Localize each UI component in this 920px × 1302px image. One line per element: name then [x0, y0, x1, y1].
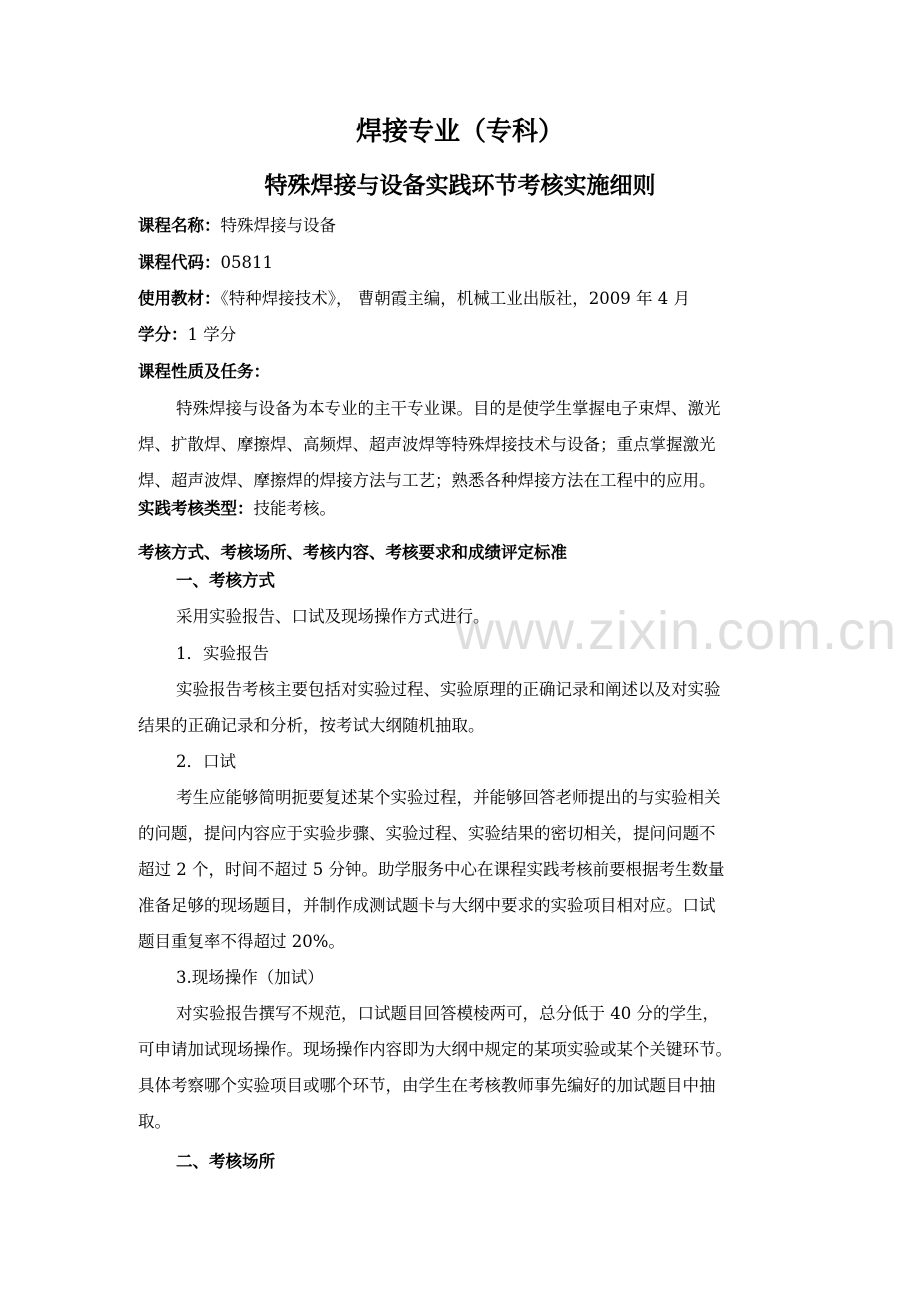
- course-name-row: [138, 212, 336, 240]
- credits-label: 学分：: [138, 325, 188, 344]
- textbook-row: [138, 285, 690, 313]
- exam-type-row: [138, 495, 336, 523]
- exam-type-label: 实践考核类型：: [138, 499, 254, 518]
- item2-line: 的问题，提问内容应于实验步骤、实验过程、实验结果的密切相关，提问问题不: [138, 824, 716, 843]
- item3-line: 取。: [138, 1112, 171, 1131]
- exam-type-value: 技能考核。: [253, 499, 336, 518]
- nature-line: 特殊焊接与设备为本专业的主干专业课。目的是使学生掌握电子束焊、激光: [176, 399, 721, 418]
- item2-line: 超过 2 个，时间不超过 5 分钟。助学服务中心在课程实践考核前要根据考生数量: [138, 860, 725, 879]
- section1-intro: 采用实验报告、口试及现场操作方式进行。: [176, 607, 490, 626]
- item3-line: 可申请加试现场操作。现场操作内容即为大纲中规定的某项实验或某个关键环节。: [138, 1040, 732, 1059]
- textbook-value: 《特种焊接技术》， 曹朝霞主编，机械工业出版社，2009 年 4 月: [220, 289, 690, 308]
- nature-heading: 课程性质及任务：: [138, 362, 270, 381]
- course-code-value: 05811: [220, 253, 273, 272]
- item1-line: 实验报告考核主要包括对实验过程、实验原理的正确记录和阐述以及对实验: [176, 680, 721, 699]
- item2-line: 考生应能够简明扼要复述某个实验过程，并能够回答老师提出的与实验相关: [176, 788, 721, 807]
- item1-line: 结果的正确记录和分析，按考试大纲随机抽取。: [138, 716, 485, 735]
- item3-line: 对实验报告撰写不规范，口试题目回答模棱两可，总分低于 40 分的学生，: [176, 1004, 719, 1023]
- nature-line: 焊、超声波焊、摩擦焊的焊接方法与工艺；熟悉各种焊接方法在工程中的应用。: [138, 471, 716, 490]
- item1-title: 1．实验报告: [176, 644, 269, 663]
- nature-line: 焊、扩散焊、摩擦焊、高频焊、超声波焊等特殊焊接技术与设备；重点掌握激光: [138, 435, 716, 454]
- item3-line: 具体考察哪个实验项目或哪个环节，由学生在考核教师事先编好的加试题目中抽: [138, 1076, 716, 1095]
- standards-heading: 考核方式、考核场所、考核内容、考核要求和成绩评定标准: [138, 543, 567, 562]
- credits-row: [138, 321, 236, 349]
- section2-heading: 二、考核场所: [176, 1152, 275, 1171]
- course-code-label: 课程代码：: [138, 253, 221, 272]
- watermark: www.zixin.com.cn: [455, 601, 898, 661]
- document-title: 焊接专业（专科）: [355, 117, 564, 147]
- item2-line: 题目重复率不得超过 20%。: [138, 932, 345, 951]
- document-subtitle: 特殊焊接与设备实践环节考核实施细则: [264, 173, 656, 199]
- item2-line: 准备足够的现场题目，并制作成测试题卡与大纲中要求的实验项目相对应。口试: [138, 896, 716, 915]
- textbook-label: 使用教材：: [138, 289, 221, 308]
- course-name-value: 特殊焊接与设备: [220, 216, 336, 235]
- course-code-row: [138, 249, 273, 277]
- credits-value: 1 学分: [187, 325, 237, 344]
- item3-title: 3.现场操作（加试）: [176, 968, 324, 987]
- item2-title: 2．口试: [176, 752, 236, 771]
- course-name-label: 课程名称：: [138, 216, 221, 235]
- section1-heading: 一、考核方式: [176, 571, 275, 590]
